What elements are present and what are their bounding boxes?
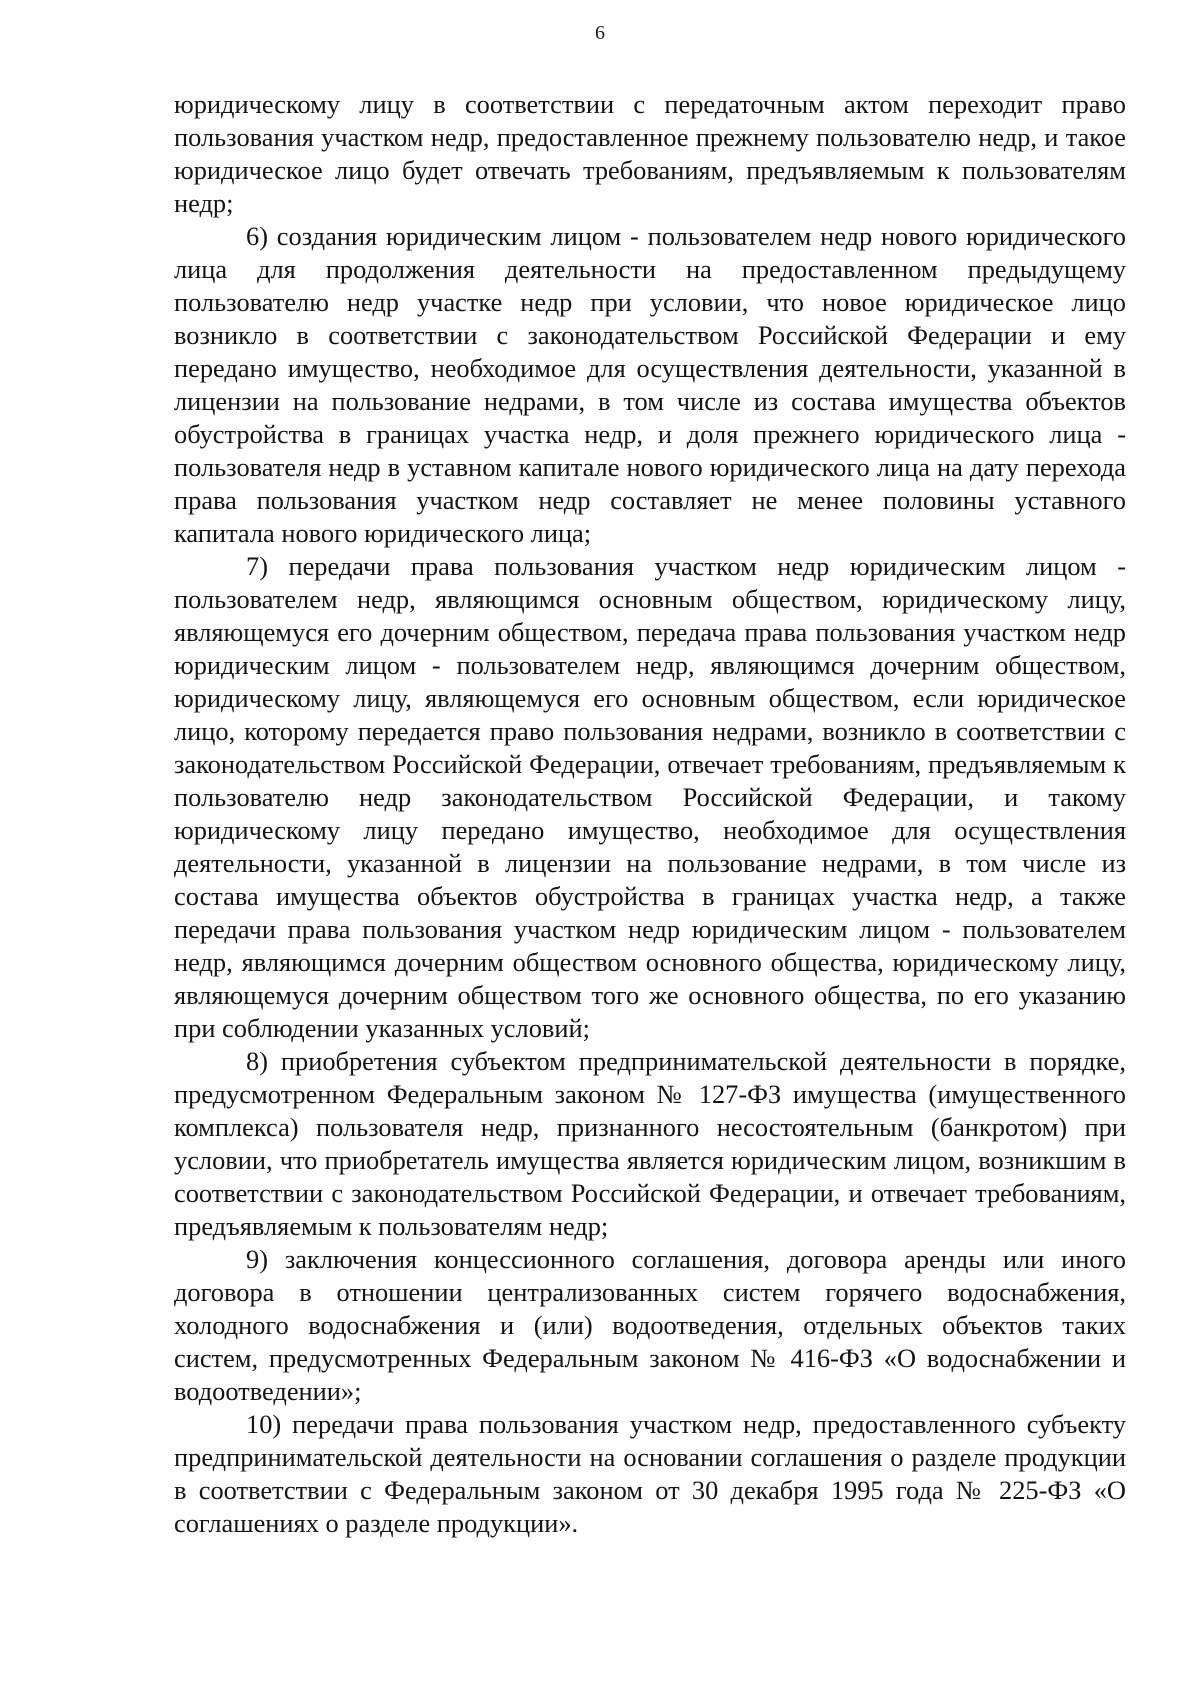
paragraph-item-6: 6) создания юридическим лицом - пользователем недр нового юридического лица для продолжения деятельности на предоставленном предыдущему пользователю недр участке недр при условии, что новое юридическое лицо возникло в соответствии с законодательством Российской Федерации и ему передано имущество, необходимое для осуществления деятельности, указанной в лицензии на пользование недрами, в том числе из состава имущества объектов обустройства в границах участка недр, и доля прежнего юридического лица - пользователя недр в уставном капитале нового юридического лица на дату перехода права пользования участком недр составляет не менее половины уставного капитала нового юридического лица; [174,221,1126,548]
document-body [174,88,1126,1540]
paragraph-continuation: юридическому лицу в соответствии с передаточным актом переходит право пользования участком недр, предоставленное прежнему пользователю недр, и такое юридическое лицо будет отвечать требованиям, предъявляемым к пользователям недр; [174,89,1126,218]
paragraph-item-7: 7) передачи права пользования участком недр юридическим лицом - пользователем недр, являющимся основным обществом, юридическому лицу, являющемуся его дочерним обществом, передача права пользования участком недр юридическим лицом - пользователем недр, являющимся дочерним обществом, юридическому лицу, являющемуся его основным обществом, если юридическое лицо, которому передается право пользования недрами, возникло в соответствии с законодательством Российской Федерации, отвечает требованиям, предъявляемым к пользователю недр законодательством Российской Федерации, и такому юридическому лицу передано имущество, необходимое для осуществления деятельности, указанной в лицензии на пользование недрами, в том числе из состава имущества объектов обустройства в границах участка недр, а также передачи права пользования участком недр юридическим лицом - пользователем недр, являющимся дочерним обществом основного общества, юридическому лицу, являющемуся дочерним обществом того же основного общества, по его указанию при соблюдении указанных условий; [174,551,1126,1043]
paragraph-item-8: 8) приобретения субъектом предпринимательской деятельности в порядке, предусмотренном Федеральным законом № 127-ФЗ имущества (имущественного комплекса) пользователя недр, признанного несостоятельным (банкротом) при условии, что приобретатель имущества является юридическим лицом, возникшим в соответствии с законодательством Российской Федерации, и отвечает требованиям, предъявляемым к пользователям недр; [174,1046,1126,1241]
page-number: 6 [595,22,605,44]
paragraph-item-10: 10) передачи права пользования участком недр, предоставленного субъекту предпринимательской деятельности на основании соглашения о разделе продукции в соответствии с Федеральным законом от 30 декабря 1995 года № 225-ФЗ «О соглашениях о разделе продукции». [174,1409,1126,1538]
paragraph-item-9: 9) заключения концессионного соглашения, договора аренды или иного договора в отношении централизованных систем горячего водоснабжения, холодного водоснабжения и (или) водоотведения, отдельных объектов таких систем, предусмотренных Федеральным законом № 416-ФЗ «О водоснабжении и водоотведении»; [174,1244,1126,1406]
